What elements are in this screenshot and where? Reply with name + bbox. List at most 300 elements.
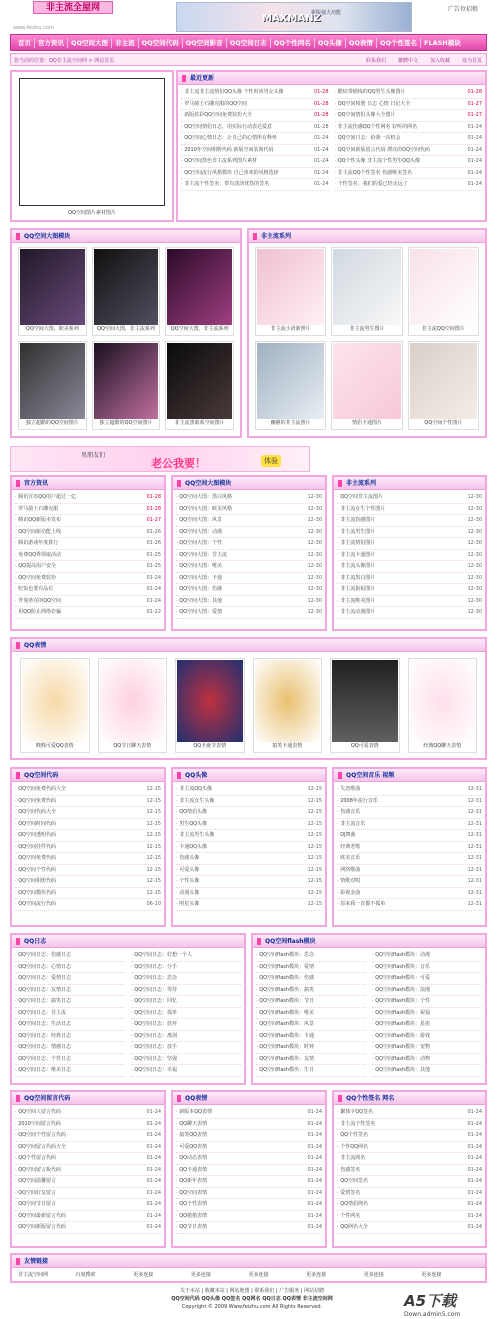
list-item-title[interactable]: · QQ空间日志：放弃 — [131, 1019, 177, 1030]
thumb-image[interactable] — [22, 660, 88, 742]
friend-link[interactable]: 更多连接 — [190, 1272, 211, 1278]
pic-thumb[interactable] — [175, 658, 245, 753]
list-item-title[interactable]: · 非主流唯美图片 — [337, 596, 375, 607]
list-item[interactable] — [335, 99, 483, 111]
list-item-title[interactable]: · QQ新年表情 — [176, 1176, 207, 1187]
list-item[interactable] — [181, 122, 329, 134]
list-item-title[interactable]: · QQ空间个性留言代码 — [15, 1130, 66, 1141]
pic-thumb[interactable] — [20, 658, 90, 753]
friend-link[interactable]: 更多连接 — [248, 1272, 269, 1278]
list-item-title[interactable]: · QQ空间flash模块：个性 — [372, 996, 430, 1007]
list-item-title[interactable]: · QQ空间免费装扮 — [15, 573, 56, 584]
thumb-image[interactable] — [255, 660, 321, 742]
list-item-title[interactable]: · QQ空间flash模块：爱情 — [256, 962, 314, 973]
list-item[interactable] — [15, 996, 125, 1008]
list-item[interactable] — [131, 962, 241, 974]
list-item[interactable] — [372, 1065, 482, 1077]
list-item-title[interactable]: · QQ空间flash模块：其他 — [372, 1065, 430, 1076]
list-item-title[interactable]: · QQ空间日志：好想一个人 — [131, 950, 192, 961]
list-item[interactable] — [372, 1008, 482, 1020]
list-item[interactable] — [15, 1065, 125, 1077]
list-item[interactable] — [15, 888, 161, 900]
list-item-title[interactable]: · QQ空间flash模块：生日 — [256, 1065, 314, 1076]
list-item[interactable] — [335, 87, 483, 99]
list-item[interactable] — [131, 950, 241, 962]
list-item-title[interactable]: · QQ空间流行代码 — [15, 899, 56, 910]
list-item-title[interactable]: · 伤感签名 — [337, 1165, 360, 1176]
list-item-title[interactable]: · 个性网名 — [337, 1211, 360, 1222]
list-item[interactable] — [15, 1153, 161, 1165]
list-item[interactable] — [15, 1054, 125, 1066]
list-item-title[interactable]: · QQ空间大图：伤感 — [176, 584, 222, 595]
list-item[interactable] — [337, 1176, 482, 1188]
thumb-caption[interactable]: QQ空间大图，非主流系列 — [170, 326, 229, 332]
list-item[interactable] — [335, 133, 483, 145]
list-item-title[interactable]: · 个性签名：我们的爱已经走远了 — [335, 179, 408, 190]
list-item[interactable] — [372, 1031, 482, 1043]
ad-slot-link[interactable]: 广告位招租 — [448, 6, 479, 13]
list-item[interactable] — [15, 1008, 125, 1020]
list-item-title[interactable]: · QQ空间flash模块：动漫 — [372, 950, 430, 961]
thumb-image[interactable] — [94, 343, 159, 419]
list-item-title[interactable]: · QQ空间个性代码 — [15, 865, 56, 876]
thumb-caption[interactable]: QQ可爱表情 — [350, 743, 379, 749]
list-item[interactable] — [176, 853, 322, 865]
list-item-title[interactable]: · 罗曼蒂克的QQ空间 — [15, 596, 61, 607]
list-item-title[interactable]: · QQ空间非主流图片 — [337, 492, 383, 503]
pic-thumb[interactable] — [18, 247, 87, 336]
list-item[interactable] — [131, 1054, 241, 1066]
list-item-title[interactable]: · QQ空间大图：黑白风格 — [176, 492, 232, 503]
friend-link[interactable]: 更多连接 — [133, 1272, 154, 1278]
list-item[interactable] — [176, 573, 322, 585]
list-item[interactable] — [131, 1031, 241, 1043]
list-item[interactable] — [372, 1054, 482, 1066]
list-item-title[interactable]: · QQ空间时间代码 — [15, 819, 56, 830]
list-item-title[interactable]: · 用QQ防止网络诈骗 — [15, 607, 61, 618]
thumb-image[interactable] — [94, 249, 159, 325]
list-item-title[interactable]: · 罗马骑士石雕克服的QQ空间 — [181, 99, 247, 110]
list-item[interactable] — [337, 1211, 482, 1223]
pic-thumb[interactable] — [165, 341, 234, 430]
nav-code[interactable]: QQ空间代码 — [139, 38, 183, 48]
list-item-title[interactable]: · QQ空间flash模块：搞笑 — [256, 985, 314, 996]
pic-thumb[interactable] — [408, 341, 479, 430]
list-item[interactable] — [15, 962, 125, 974]
nav-big-pic[interactable]: QQ空间大图 — [68, 38, 112, 48]
list-item[interactable] — [337, 561, 482, 573]
list-item[interactable] — [335, 168, 483, 180]
thumb-caption[interactable]: 独立超酷的QQ空间图片 — [99, 420, 153, 426]
list-item-title[interactable]: · QQ空间flash模块：伤感 — [256, 973, 314, 984]
list-item[interactable] — [337, 1165, 482, 1177]
list-item-title[interactable]: · QQ个性留言代码 — [15, 1153, 56, 1164]
list-item-title[interactable]: · 非主流头像图片 — [337, 561, 375, 572]
list-item-title[interactable]: · QQ空间流行风格模块 自己喜欢的风格选择 — [181, 168, 279, 179]
list-item-title[interactable]: · QQ空间日志：离别 — [131, 1031, 177, 1042]
list-item-title[interactable]: · QQ空间flash模块：宠物 — [372, 1042, 430, 1053]
list-item[interactable] — [15, 1211, 161, 1223]
list-item-title[interactable]: · QQ空间日志：友情日志 — [15, 985, 71, 996]
list-item-title[interactable]: · QQ空间表情 — [176, 1188, 207, 1199]
list-item-title[interactable]: · 腾讯宣布QQ用户超过一亿 — [15, 492, 76, 503]
list-item-title[interactable]: · QQ空间心情日志：让自己的心情所有释怀 — [181, 133, 277, 144]
list-item-title[interactable]: · QQ空间情侣日志，用实际行动表达爱意 — [181, 122, 272, 133]
list-item[interactable] — [372, 973, 482, 985]
list-item-title[interactable]: · 吃饭也要有品位 — [15, 584, 53, 595]
pic-thumb[interactable] — [255, 341, 326, 430]
top-banner-ad[interactable] — [176, 2, 412, 32]
list-item[interactable] — [176, 1130, 322, 1142]
list-item-title[interactable]: · QQ空间大图：欧美风格 — [176, 504, 232, 515]
list-item[interactable] — [256, 1008, 366, 1020]
bookmark-link[interactable]: 加入收藏 — [429, 58, 450, 64]
list-item[interactable] — [335, 179, 483, 191]
ad-text-3[interactable]: 体验 — [261, 455, 281, 467]
list-item-title[interactable]: · QQ空间大图：个性 — [176, 538, 222, 549]
list-item[interactable] — [15, 950, 125, 962]
pic-thumb[interactable] — [92, 247, 161, 336]
list-item[interactable] — [176, 842, 322, 854]
list-item-title[interactable]: · 伤感头像 — [176, 853, 199, 864]
thumb-caption[interactable]: QQ空间大图，非主流系列 — [97, 326, 155, 332]
list-item-title[interactable]: · QQ空间flash模块：动物 — [372, 1054, 430, 1065]
list-item[interactable] — [176, 807, 322, 819]
nav-news[interactable]: 官方资讯 — [35, 38, 68, 48]
list-item-title[interactable]: · QQ空间大图：其他 — [176, 596, 222, 607]
list-item[interactable] — [131, 985, 241, 997]
friend-link[interactable]: 更多连接 — [363, 1272, 384, 1278]
list-item[interactable] — [181, 110, 329, 122]
list-item[interactable] — [15, 807, 161, 819]
list-item[interactable] — [337, 527, 482, 539]
list-item[interactable] — [15, 1031, 125, 1043]
list-item[interactable] — [15, 607, 161, 619]
list-item-title[interactable]: · QQ空间flash模块：风景 — [256, 1019, 314, 1030]
list-item[interactable] — [181, 133, 329, 145]
list-item-title[interactable]: · QQ个性签名 — [337, 1130, 368, 1141]
list-item[interactable] — [256, 985, 366, 997]
list-item[interactable] — [176, 1199, 322, 1211]
list-item-title[interactable]: · QQ空间新版留言代码 — [15, 1222, 66, 1233]
thumb-caption[interactable]: 非主流小清新照片 — [270, 326, 311, 332]
pic-thumb[interactable] — [408, 658, 478, 753]
list-item-title[interactable]: · QQ空间日志：个性日志 — [15, 1054, 71, 1065]
list-item-title[interactable]: · QQ空间代码大全 — [15, 807, 56, 818]
featured-image[interactable] — [19, 78, 165, 206]
list-item[interactable] — [181, 99, 329, 111]
list-item[interactable] — [176, 504, 322, 516]
list-item[interactable] — [176, 1188, 322, 1200]
list-item-title[interactable]: · QQ聊天表情 — [176, 1119, 207, 1130]
list-item-title[interactable]: · QQ空间大图：动漫 — [176, 527, 222, 538]
list-item-title[interactable]: · 新版本QQ表情 — [176, 1107, 212, 1118]
list-item-title[interactable]: · QQ空间日志：非主流 — [15, 1008, 66, 1019]
list-item[interactable] — [372, 950, 482, 962]
list-item-title[interactable]: · QQ个性头像 非主流个性男生QQ头像 — [335, 156, 421, 167]
list-item[interactable] — [15, 830, 161, 842]
list-item-title[interactable]: · 个性头像 — [176, 876, 199, 887]
list-item[interactable] — [335, 156, 483, 168]
list-item[interactable] — [176, 1107, 322, 1119]
list-item-title[interactable]: · QQ空间节日留言 — [15, 1199, 56, 1210]
list-item[interactable] — [337, 807, 482, 819]
list-item[interactable] — [15, 573, 161, 585]
list-item[interactable] — [337, 1130, 482, 1142]
list-item-title[interactable]: · 网络歌曲 — [337, 865, 360, 876]
list-item-title[interactable]: · 经典老歌 — [337, 842, 360, 853]
list-item-title[interactable]: · QQ空间透明代码 — [15, 830, 56, 841]
list-item[interactable] — [337, 899, 482, 911]
thumb-caption[interactable]: 经典QQ聊天表情 — [423, 743, 462, 749]
thumb-image[interactable] — [257, 249, 324, 325]
list-item-title[interactable]: · QQ空间日志：分手 — [131, 962, 177, 973]
list-item[interactable] — [335, 145, 483, 157]
list-item[interactable] — [337, 584, 482, 596]
list-item-title[interactable]: · QQ空间flash模块：音乐 — [372, 962, 430, 973]
list-item-title[interactable]: · 腾讯QQ新版本发布 — [15, 515, 61, 526]
list-item[interactable] — [15, 899, 161, 911]
thumb-image[interactable] — [167, 343, 232, 419]
list-item-title[interactable]: · 非主流情侣图片 — [337, 538, 375, 549]
list-item-title[interactable]: · 罗马骑士石雕克服 — [15, 504, 58, 515]
ad-strip[interactable] — [10, 446, 310, 472]
pic-thumb[interactable] — [255, 247, 326, 336]
friend-link[interactable]: 百度搜索 — [75, 1272, 96, 1278]
list-item-title[interactable]: · QQ情侣网名 — [337, 1199, 368, 1210]
list-item-title[interactable]: · 非主流街拍图片 — [337, 584, 375, 595]
pic-thumb[interactable] — [331, 341, 402, 430]
thumb-image[interactable] — [410, 249, 477, 325]
thumb-caption[interactable]: QQ圣诞节表情 — [193, 743, 227, 749]
list-item[interactable] — [176, 1222, 322, 1234]
list-item[interactable] — [15, 561, 161, 573]
list-item[interactable] — [15, 1199, 161, 1211]
list-item[interactable] — [176, 830, 322, 842]
list-item-title[interactable]: · QQ空间免费代码大全 — [15, 784, 66, 795]
list-item-title[interactable]: · QQ空间flash模块：时钟 — [256, 1042, 314, 1053]
list-item-title[interactable]: · QQ空间日志：爱情日志 — [15, 973, 71, 984]
nav-home[interactable]: 首页 — [15, 38, 35, 48]
list-item[interactable] — [15, 1042, 125, 1054]
list-item-title[interactable]: · QQ空间日志：回忆 — [131, 996, 177, 1007]
list-item-title[interactable]: · QQ空间flash模块：节日 — [256, 996, 314, 1007]
list-item[interactable] — [337, 1222, 482, 1234]
list-item-title[interactable]: · QQ空间温馨留言 — [15, 1176, 56, 1187]
pic-thumb[interactable] — [165, 247, 234, 336]
list-item[interactable] — [131, 1019, 241, 1031]
pic-thumb[interactable] — [92, 341, 161, 430]
list-item-title[interactable]: · 卡通QQ头像 — [176, 842, 207, 853]
list-item[interactable] — [335, 110, 483, 122]
list-item-title[interactable]: · QQ动态表情 — [176, 1153, 207, 1164]
thumb-caption[interactable]: 情侣卡通图片 — [351, 420, 382, 426]
thumb-image[interactable] — [332, 660, 398, 742]
list-item[interactable] — [372, 962, 482, 974]
list-item-title[interactable]: · 失恋歌曲 — [337, 784, 360, 795]
list-item[interactable] — [176, 492, 322, 504]
list-item-title[interactable]: · QQ空间新功能上线 — [15, 527, 61, 538]
list-item[interactable] — [15, 1188, 161, 1200]
list-item-title[interactable]: · QQ空间人留言代码 — [15, 1107, 61, 1118]
list-item-title[interactable]: · QQ猪猪表情 — [176, 1211, 207, 1222]
list-item[interactable] — [15, 596, 161, 608]
list-item[interactable] — [337, 1119, 482, 1131]
list-item[interactable] — [337, 853, 482, 865]
thumb-image[interactable] — [100, 660, 166, 742]
list-item[interactable] — [131, 1065, 241, 1077]
nav-feizhuliu[interactable]: 非主流 — [112, 38, 139, 48]
friend-link[interactable]: 更多连接 — [306, 1272, 327, 1278]
thumb-image[interactable] — [257, 343, 324, 419]
list-item-title[interactable]: · 明星头像 — [176, 899, 199, 910]
list-item[interactable] — [372, 1019, 482, 1031]
thumb-image[interactable] — [333, 343, 400, 419]
pic-thumb[interactable] — [408, 247, 479, 336]
list-item-title[interactable]: · QQ空间flash模块：卡通 — [256, 1031, 314, 1042]
list-item[interactable] — [176, 550, 322, 562]
traditional-link[interactable]: 繁體中文 — [397, 58, 418, 64]
nav-names[interactable]: QQ个性网名 — [271, 38, 315, 48]
list-item[interactable] — [15, 492, 161, 504]
list-item-title[interactable]: · QQ空间flash模块：可爱 — [372, 973, 430, 984]
list-item-title[interactable]: · QQ空间flash模块：游戏 — [372, 1031, 430, 1042]
list-item[interactable] — [15, 1019, 125, 1031]
list-item-title[interactable]: · QQ空间大图：非主流 — [176, 550, 227, 561]
list-item-title[interactable]: · QQ空间大图：爱情 — [176, 607, 222, 618]
list-item-title[interactable]: · QQ空间日志：孤单 — [131, 1008, 177, 1019]
nav-avatar[interactable]: QQ头像 — [315, 38, 346, 48]
list-item[interactable] — [256, 973, 366, 985]
thumb-caption[interactable]: QQ空间大图，欧美系列 — [25, 326, 79, 332]
list-item-title[interactable]: · 非主流黑白图片 — [337, 573, 375, 584]
list-item[interactable] — [335, 122, 483, 134]
list-item-title[interactable]: · 影视金曲 — [337, 888, 360, 899]
list-item-title[interactable]: · QQ空间留言板代码 — [15, 1165, 61, 1176]
thumb-caption[interactable]: QQ空间个性图片 — [424, 420, 463, 426]
nav-media[interactable]: QQ空间影音 — [183, 38, 227, 48]
list-item[interactable] — [15, 1142, 161, 1154]
thumb-caption[interactable]: 幽静的非主流照片 — [270, 420, 311, 426]
contact-link[interactable]: 联系我们 — [365, 58, 386, 64]
list-item-title[interactable]: · 非主流个性签名 — [337, 1119, 375, 1130]
list-item[interactable] — [15, 784, 161, 796]
list-item[interactable] — [337, 504, 482, 516]
list-item[interactable] — [181, 87, 329, 99]
list-item-title[interactable]: · QQ空间日志：生活日志 — [15, 1019, 71, 1030]
list-item-title[interactable]: · 非主流男生头像 — [176, 830, 214, 841]
list-item[interactable] — [372, 985, 482, 997]
list-item-title[interactable]: · QQ个性表情 — [176, 1199, 207, 1210]
list-item[interactable] — [337, 573, 482, 585]
list-item-title[interactable]: · QQ提高用户安全 — [15, 561, 56, 572]
list-item[interactable] — [181, 168, 329, 180]
list-item[interactable] — [15, 1119, 161, 1131]
list-item-title[interactable]: · 动漫头像 — [176, 888, 199, 899]
list-item[interactable] — [15, 550, 161, 562]
list-item-title[interactable]: · QQ空间日志：唯美日志 — [15, 1065, 71, 1076]
list-item[interactable] — [337, 1142, 482, 1154]
list-item-title[interactable]: · QQ空间大图：风景 — [176, 515, 222, 526]
list-item[interactable] — [176, 538, 322, 550]
list-item[interactable] — [337, 784, 482, 796]
thumb-caption[interactable]: 非主流QQ空间图片 — [421, 326, 465, 332]
list-item-title[interactable]: · 非主流动漫图片 — [337, 607, 375, 618]
list-item[interactable] — [176, 876, 322, 888]
list-item[interactable] — [337, 830, 482, 842]
list-item-title[interactable]: · 非主流男生图片 — [337, 527, 375, 538]
nav-diary[interactable]: QQ空间日志 — [227, 38, 271, 48]
list-item-title[interactable]: · QQ卡通表情 — [176, 1165, 207, 1176]
list-item-title[interactable]: · QQ空间大图：唯美 — [176, 561, 222, 572]
list-item[interactable] — [337, 865, 482, 877]
list-item-title[interactable]: · 非主流伤感QQ个性网名 好听的网名 — [335, 122, 418, 133]
list-item[interactable] — [337, 1153, 482, 1165]
list-item-title[interactable]: · QQ网名大全 — [337, 1222, 368, 1233]
list-item-title[interactable]: · 非主流音乐 — [337, 819, 365, 830]
list-item-title[interactable]: · QQ空间日志：搞笑日志 — [15, 996, 71, 1007]
list-item[interactable] — [337, 796, 482, 808]
list-item-title[interactable]: · 腾讯游戏年度排行 — [15, 538, 58, 549]
list-item-title[interactable]: · 免费QQ秀领取活动 — [15, 550, 61, 561]
list-item-title[interactable]: · 情歌对唱 — [337, 876, 360, 887]
list-item[interactable] — [176, 784, 322, 796]
list-item-title[interactable]: · 2008年流行音乐 — [337, 796, 378, 807]
list-item-title[interactable]: · QQ空间日志：幸福 — [131, 1065, 177, 1076]
thumb-image[interactable] — [177, 660, 243, 742]
list-item[interactable] — [176, 1176, 322, 1188]
friend-link[interactable]: 更多连接 — [421, 1272, 442, 1278]
list-item[interactable] — [337, 515, 482, 527]
list-item-title[interactable]: · 搞笑QQ表情 — [176, 1130, 207, 1141]
list-item-title[interactable]: · 非主流网名 — [337, 1153, 365, 1164]
list-item-title[interactable]: · 爱情签名 — [337, 1188, 360, 1199]
list-item[interactable] — [176, 1211, 322, 1223]
list-item[interactable] — [15, 1130, 161, 1142]
nav-flash[interactable]: FLASH模块 — [424, 38, 461, 47]
list-item[interactable] — [176, 607, 322, 619]
list-item-title[interactable]: · 非主流非主流情侣QQ头像 个性时尚男女头像 — [181, 87, 284, 98]
list-item[interactable] — [181, 179, 329, 191]
list-item[interactable] — [15, 865, 161, 877]
thumb-caption[interactable]: 非主流黑暗系空间图片 — [174, 420, 225, 426]
list-item-title[interactable]: · QQ空间大图：卡通 — [176, 573, 222, 584]
list-item-title[interactable]: · QQ空间好友留言 — [15, 1188, 56, 1199]
list-item-title[interactable]: · 欧美音乐 — [337, 853, 360, 864]
list-item-title[interactable]: · QQ空间日志：心情日志 — [15, 962, 71, 973]
list-item[interactable] — [15, 853, 161, 865]
list-item-title[interactable]: · QQ节日表情 — [176, 1222, 207, 1233]
list-item-title[interactable]: · 2010年空间相册代码 新版空间装饰代码 — [181, 145, 274, 156]
list-item[interactable] — [337, 607, 482, 619]
list-item-title[interactable]: · 伤感音乐 — [337, 807, 360, 818]
list-item-title[interactable]: · 2010空间留言代码 — [15, 1119, 61, 1130]
list-item[interactable] — [181, 145, 329, 157]
list-item[interactable] — [176, 865, 322, 877]
list-item-title[interactable]: · QQ情侣头像 — [176, 807, 207, 818]
list-item[interactable] — [256, 1042, 366, 1054]
list-item-title[interactable]: · 非主流个性签名：带有淡淡忧伤的签名 — [181, 179, 269, 190]
list-item[interactable] — [256, 1054, 366, 1066]
nav-signature[interactable]: QQ个性签名 — [377, 38, 421, 48]
list-item-title[interactable]: · QQ空间免费代码 — [15, 853, 56, 864]
list-item-title[interactable]: · QQ空间日志：伤感日志 — [15, 950, 71, 961]
list-item[interactable] — [176, 1142, 322, 1154]
list-item[interactable] — [337, 876, 482, 888]
list-item[interactable] — [256, 1065, 366, 1077]
list-item[interactable] — [256, 1019, 366, 1031]
list-item[interactable] — [131, 996, 241, 1008]
